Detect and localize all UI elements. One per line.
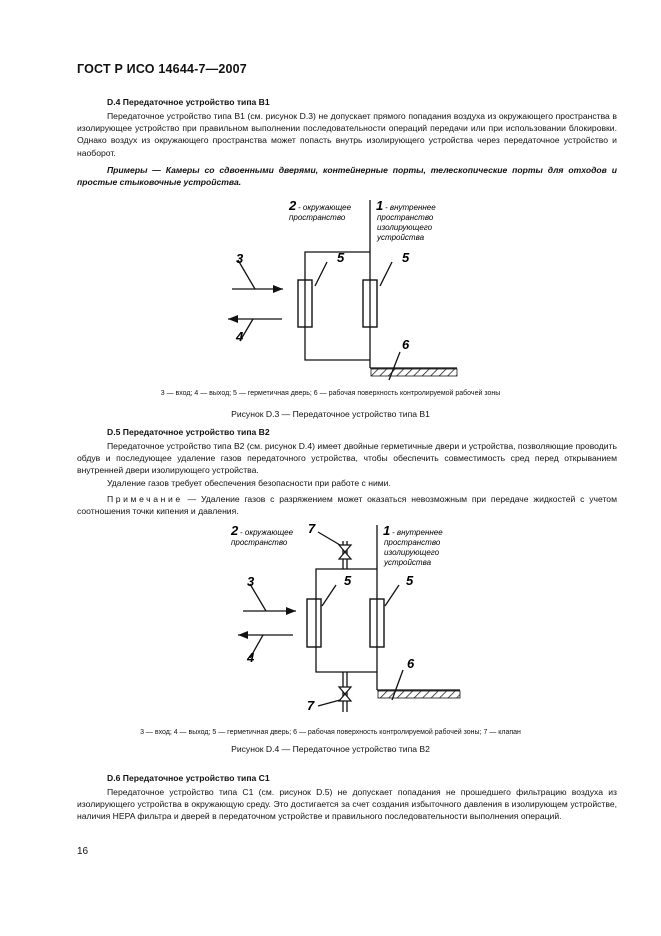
label-4: 4	[236, 329, 244, 344]
label-1: 1	[376, 198, 384, 213]
label-1-text-1: - внутреннее	[385, 203, 436, 212]
label-2: 2	[289, 198, 297, 213]
label-5b: 5	[402, 250, 410, 265]
label-6: 6	[407, 656, 415, 671]
figure-d3-diagram	[0, 195, 661, 385]
input-arrowhead	[273, 285, 283, 293]
page-header: ГОСТ Р ИСО 14644-7—2007	[77, 62, 247, 76]
label-7a: 7	[308, 521, 316, 536]
work-surface-hatch	[378, 691, 460, 698]
label-1-text-2: пространство	[377, 213, 434, 222]
page-number: 16	[77, 846, 89, 857]
label-2-text-1: - окружающее	[240, 528, 294, 537]
label-2-text-2: пространство	[231, 538, 288, 547]
label-1: 1	[383, 523, 391, 538]
section-title-d5: D.5 Передаточное устройство типа B2	[107, 427, 270, 437]
label-3: 3	[236, 251, 244, 266]
label-7b: 7	[307, 698, 315, 713]
note-word: Примечание	[107, 494, 183, 504]
valve-top	[339, 545, 351, 559]
label-2-text-2: пространство	[289, 213, 346, 222]
label-1-text-3: изолирующего	[377, 223, 433, 232]
input-arrowhead	[286, 607, 296, 615]
label-1-text-1: - внутреннее	[392, 528, 443, 537]
work-surface-hatch	[371, 369, 457, 376]
figure-d3-caption: Рисунок D.3 — Передаточное устройство типа B1	[231, 409, 430, 419]
label-3: 3	[247, 574, 255, 589]
note-text: — Удаление газов с разряжением может оказаться невозможным при передаче жидкостей с учетом соотношения точки кипения и давления.	[77, 494, 617, 517]
label-1-text-4: устройства	[384, 558, 432, 567]
section-title-d6: D.6 Передаточное устройство типа C1	[107, 773, 270, 783]
label-1-text-4: устройства	[377, 233, 425, 242]
paragraph-d4: Передаточное устройство типа B1 (см. рисунок D.3) не допускает прямого попадания воздуха из окружающего пространства в изолирующее устройство при правильном выполнении последовательности операций передачи или при использовании блокировки. Однако воздух из окружающего пространства может попасть внутрь изолирующего устройства через передаточное устройство и наоборот.	[77, 111, 617, 158]
valve-bottom	[339, 687, 351, 701]
label-2-text-1: - окружающее	[298, 203, 352, 212]
label-2: 2	[231, 523, 239, 538]
figure-d4-caption: Рисунок D.4 — Передаточное устройство типа B2	[231, 744, 430, 754]
label-5a: 5	[344, 573, 352, 588]
transfer-chamber	[305, 252, 370, 360]
figure-d3-legend: 3 — вход; 4 — выход; 5 — герметичная дверь; 6 — рабочая поверхность контролируемой рабочей зоны	[160, 390, 501, 397]
door-outer	[307, 599, 321, 647]
note-d5	[77, 493, 617, 517]
section-title-d4: D.4 Передаточное устройство типа B1	[107, 97, 270, 107]
paragraph-d6: Передаточное устройство типа C1 (см. рисунок D.5) не допускает попадания не прошедшего фильтрацию воздуха из изолирующего устройства в окружающую среду. Это достигается за счет создания избыточного давления в изолирующем устройстве, наличия HEPA фильтра и дверей в передаточном устройстве и правильного последовательности выполнения операций.	[77, 787, 617, 822]
output-arrowhead	[228, 315, 238, 323]
label-5a: 5	[337, 250, 345, 265]
label-5b: 5	[406, 573, 414, 588]
paragraph-d5-1: Передаточное устройство типа B2 (см. рисунок D.4) имеет двойные герметичные двери и устройства, позволяющие проводить обдув и последующее удаление газов передаточного устройства, чтобы обеспечить совместимость сред перед открыванием внутренней двери изолирующего устройства.	[77, 441, 617, 476]
output-arrowhead	[238, 631, 248, 639]
paragraph-d5-2: Удаление газов требует обеспечения безопасности при работе с ними.	[107, 478, 391, 488]
label-1-text-2: пространство	[384, 538, 441, 547]
label-6: 6	[402, 337, 410, 352]
label-1-text-3: изолирующего	[384, 548, 440, 557]
figure-d4-legend: 3 — вход; 4 — выход; 5 — герметичная дверь; 6 — рабочая поверхность контролируемой рабочей зоны; 7 — клапан	[140, 729, 521, 736]
label-4: 4	[247, 650, 255, 665]
figure-d4-diagram	[0, 520, 661, 715]
examples-paragraph: Примеры — Камеры со сдвоенными дверями, контейнерные порты, телескопические порты для отходов и простые стыковочные устройства.	[77, 165, 617, 188]
